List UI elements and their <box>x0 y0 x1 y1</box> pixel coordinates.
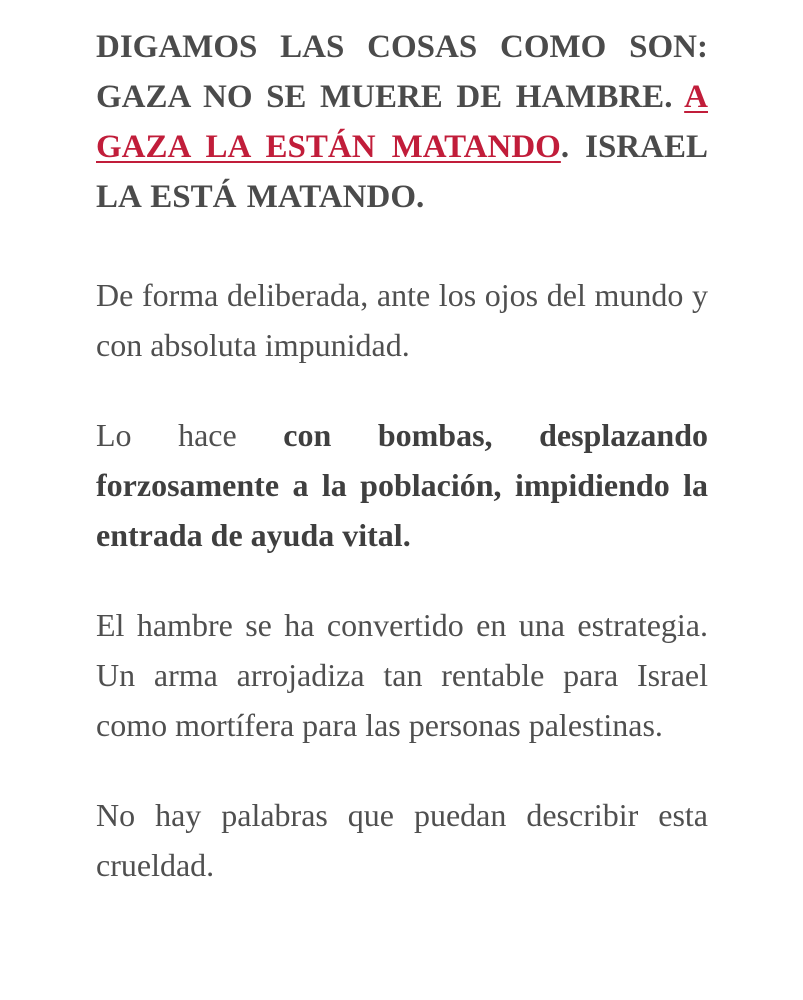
paragraph-3: El hambre se ha convertido en una estrategia. Un arma arrojadiza tan rentable para Israel como mortífera para las personas palestinas. <box>96 607 708 743</box>
paragraph-4: No hay palabras que puedan describir esta crueldad. <box>96 797 708 883</box>
paragraph-2-bold: con bombas, desplazando forzosamente a la población, impidiendo la entrada de ayuda vital. <box>96 417 709 553</box>
paragraph-2 <box>96 410 708 560</box>
headline-link[interactable]: A GAZA LA ESTÁN MATANDO <box>96 79 708 165</box>
paragraph-2-lead: Lo hace <box>96 417 284 453</box>
headline-tail: . ISRAEL LA ESTÁ MATANDO. <box>96 129 708 215</box>
article-body <box>96 22 708 930</box>
headline-lead: DIGAMOS LAS COSAS COMO SON: GAZA NO SE MUERE DE HAMBRE. <box>96 29 708 115</box>
paragraph-1: De forma deliberada, ante los ojos del mundo y con absoluta impunidad. <box>96 277 708 363</box>
headline <box>96 22 708 222</box>
